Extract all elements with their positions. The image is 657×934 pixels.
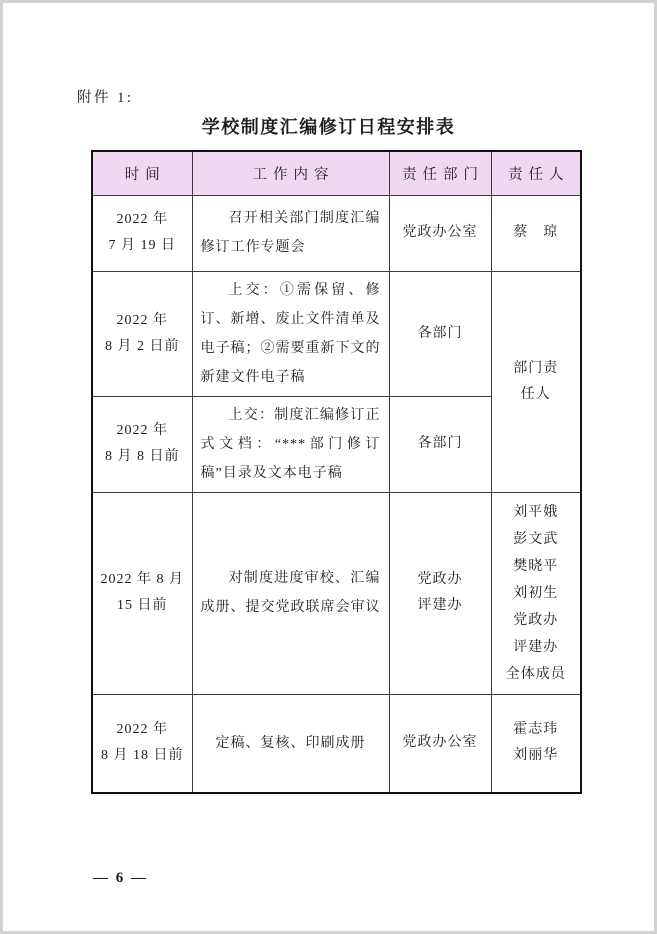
content-paragraph: 定稿、复核、印刷成册: [215, 735, 366, 751]
cell-time: [92, 396, 192, 492]
table-header-row: [92, 151, 581, 195]
cell-department: [389, 271, 491, 396]
person-line: 刘初生: [513, 585, 559, 601]
cell-content: [192, 271, 389, 396]
time-line: 2022 年: [116, 722, 168, 738]
attachment-label: 附件 1:: [77, 90, 134, 106]
content-paragraph: 召开相关部门制度汇编修订工作专题会: [200, 211, 381, 255]
cell-content: [192, 694, 389, 793]
time-line: 15 日前: [117, 598, 168, 613]
table-row: [92, 492, 581, 694]
page-title: 学校制度汇编修订日程安排表: [201, 117, 456, 137]
person-line: 蔡 琼: [513, 225, 559, 240]
person-line: 刘平娥: [513, 504, 559, 520]
header-person: 责任人: [491, 151, 581, 195]
person-line: 刘丽华: [513, 748, 559, 764]
time-line: 2022 年: [116, 423, 168, 438]
cell-person: [491, 195, 581, 271]
cell-content: [192, 396, 389, 492]
time-line: 2022 年: [116, 312, 168, 328]
person-line: 评建办: [513, 639, 559, 655]
cell-time: [92, 271, 192, 396]
table-row: [92, 694, 581, 793]
department-line: 党政办: [417, 572, 463, 587]
person-line: 任人: [520, 386, 551, 402]
department-line: 党政办公室: [402, 735, 478, 751]
table-row: [92, 195, 581, 271]
person-line: 党政办: [513, 612, 559, 628]
department-line: 各部门: [417, 325, 463, 341]
time-line: 7 月 19 日: [108, 238, 176, 253]
department-line: 党政办公室: [402, 225, 478, 240]
department-line: 各部门: [417, 436, 463, 451]
time-line: 8 月 8 日前: [105, 449, 180, 464]
cell-person: [491, 492, 581, 694]
page-number: — 6 —: [93, 870, 148, 886]
person-line: 全体成员: [505, 666, 566, 682]
cell-time: [92, 694, 192, 793]
content-paragraph: 上交：制度汇编修订正式文档：“***部门修订稿”目录及文本电子稿: [200, 407, 381, 481]
cell-content: [192, 492, 389, 694]
time-line: 2022 年: [116, 212, 168, 227]
cell-department: [389, 492, 491, 694]
cell-time: [92, 492, 192, 694]
time-line: 2022 年 8 月: [100, 572, 184, 587]
person-line: 部门责: [513, 360, 559, 376]
content-paragraph: 上交：①需保留、修订、新增、废止文件清单及电子稿；②需要重新下文的新建文件电子稿: [200, 282, 381, 385]
time-line: 8 月 18 日前: [101, 748, 184, 764]
person-line: 樊晓平: [513, 558, 559, 574]
person-line: 彭文武: [513, 531, 559, 547]
content-paragraph: 对制度进度审校、汇编成册、提交党政联席会审议: [200, 571, 381, 615]
table-row: [92, 271, 581, 396]
cell-department: [389, 396, 491, 492]
header-department: 责任部门: [389, 151, 491, 195]
header-time: 时间: [92, 151, 192, 195]
schedule-table: [91, 150, 582, 794]
department-line: 评建办: [417, 598, 463, 613]
cell-department: [389, 195, 491, 271]
cell-department: [389, 694, 491, 793]
header-content: 工作内容: [192, 151, 389, 195]
cell-person: [491, 694, 581, 793]
cell-person-merged: [491, 271, 581, 492]
cell-content: [192, 195, 389, 271]
cell-time: [92, 195, 192, 271]
time-line: 8 月 2 日前: [105, 338, 180, 354]
person-line: 霍志玮: [513, 722, 559, 738]
